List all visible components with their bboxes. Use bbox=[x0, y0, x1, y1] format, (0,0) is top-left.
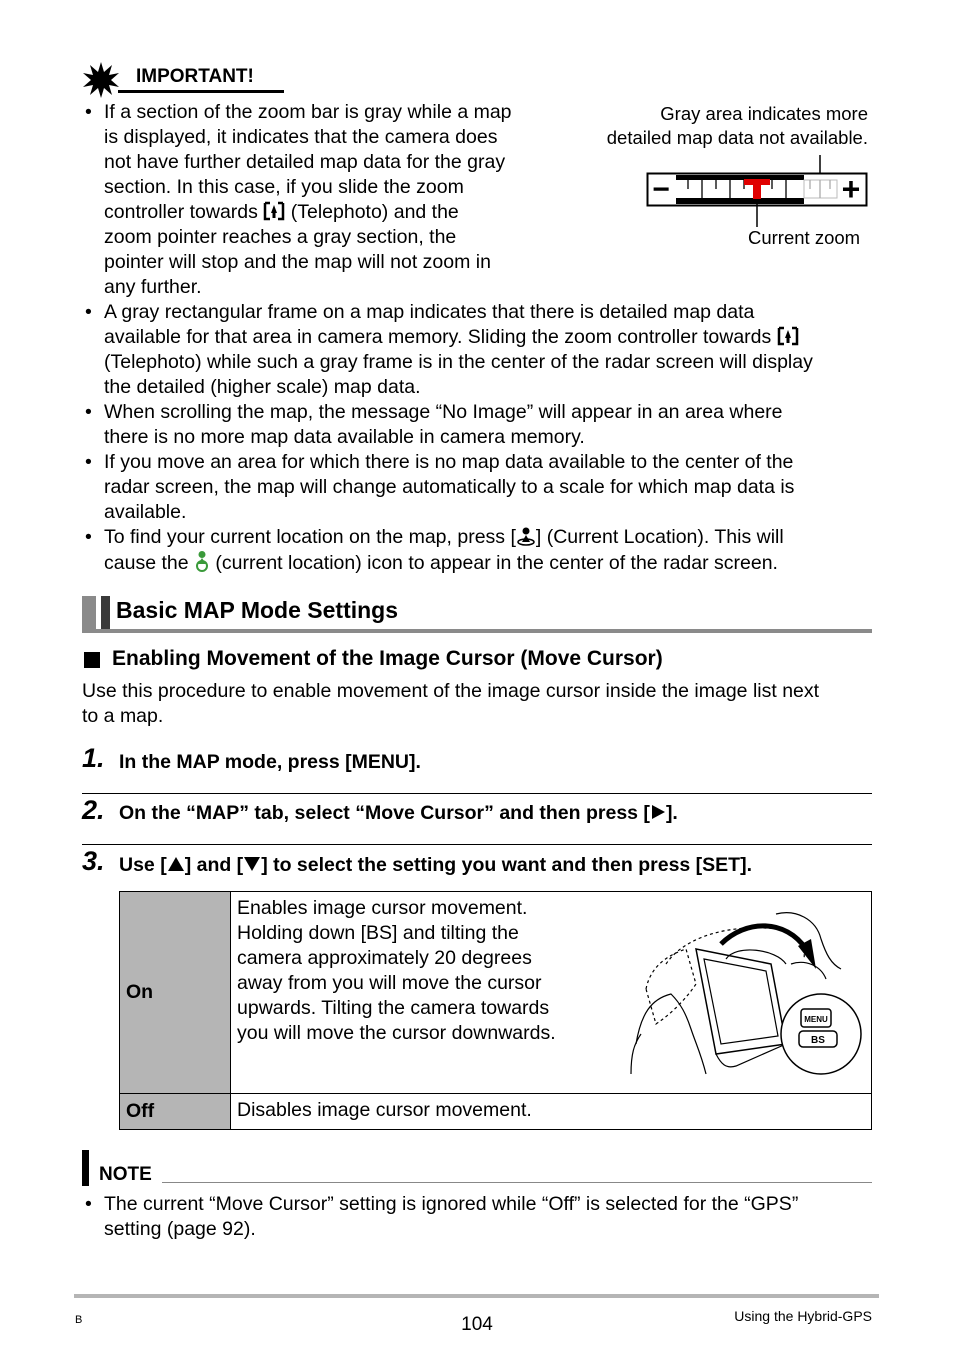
step-number: 3. bbox=[82, 846, 105, 876]
bullet-line: not have further detailed map data for the gray bbox=[104, 151, 506, 173]
bullet-line: • The current “Move Cursor” setting is ignored while “Off” is selected for the “GPS” bbox=[104, 1193, 799, 1215]
current-location-button-icon bbox=[516, 526, 536, 546]
camera-tilt-illustration bbox=[626, 904, 866, 1079]
bullet-line: the detailed (higher scale) map data. bbox=[104, 376, 421, 398]
footer-left-mark: B bbox=[75, 1314, 83, 1326]
list-item bbox=[82, 525, 882, 576]
step-divider bbox=[82, 844, 872, 845]
caption-line: Gray area indicates more bbox=[660, 103, 868, 124]
up-arrow-icon bbox=[167, 856, 185, 872]
description-line: away from you will move the cursor bbox=[237, 972, 542, 994]
description-line: Holding down [BS] and tilting the bbox=[237, 922, 519, 944]
bullet-line: setting (page 92). bbox=[104, 1218, 256, 1240]
current-zoom-red-marker bbox=[753, 185, 761, 199]
menu-button-icon: MENU bbox=[804, 1015, 828, 1024]
zoom-figure-caption bbox=[590, 102, 868, 150]
bullet-line: there is no more map data available in camera memory. bbox=[104, 426, 585, 448]
description-line: upwards. Tilting the camera towards bbox=[237, 997, 550, 1019]
bullet-line: section. In this case, if you slide the zoom bbox=[104, 176, 464, 198]
zoom-plus-icon: + bbox=[841, 171, 861, 207]
step-divider bbox=[82, 793, 872, 794]
step-number: 1. bbox=[82, 743, 105, 773]
list-item bbox=[82, 450, 882, 525]
footer-section-title: Using the Hybrid-GPS bbox=[734, 1308, 872, 1324]
current-zoom-red-bar bbox=[744, 179, 770, 185]
bullet-line: available for that area in camera memory. Sliding the zoom controller towards bbox=[104, 325, 882, 350]
step-number: 2. bbox=[82, 795, 105, 825]
setting-description bbox=[231, 892, 872, 1094]
step-text: Use [ ] and [ ] to select the setting you want and then press [SET]. bbox=[119, 854, 753, 876]
description-line: Enables image cursor movement. bbox=[237, 897, 528, 919]
zoom-minus-icon: − bbox=[652, 173, 670, 206]
section-heading-bar-inner bbox=[101, 596, 110, 632]
list-item bbox=[82, 1192, 882, 1242]
step-text: In the MAP mode, press [MENU]. bbox=[119, 751, 421, 773]
subheading-square-icon bbox=[84, 652, 100, 668]
bullet-line: controller towards (Telephoto) and the bbox=[104, 201, 459, 223]
bullet-line: zoom pointer reaches a gray section, the bbox=[104, 226, 457, 248]
intro-paragraph bbox=[82, 679, 882, 729]
zoom-bar-diagram bbox=[646, 155, 870, 230]
setting-description: Disables image cursor movement. bbox=[231, 1094, 872, 1130]
current-location-icon bbox=[194, 550, 210, 572]
bullet-line: (Telephoto) while such a gray frame is in the center of the radar screen will display bbox=[104, 351, 813, 373]
down-arrow-icon bbox=[243, 856, 261, 872]
bullet-line: • To find your current location on the map, press [ ] (Current Location). This will bbox=[104, 526, 784, 548]
bullet-line: cause the (current location) icon to appear in the center of the radar screen. bbox=[104, 552, 778, 574]
bullet-line: • If a section of the zoom bar is gray while a map bbox=[104, 101, 512, 123]
intro-line: Use this procedure to enable movement of the image cursor inside the image list next bbox=[82, 680, 820, 702]
note-rule bbox=[162, 1182, 872, 1183]
telephoto-icon bbox=[777, 326, 799, 346]
bullet-line: pointer will stop and the map will not zoom in bbox=[104, 251, 491, 273]
important-label: IMPORTANT! bbox=[136, 66, 254, 87]
note-bullet-list bbox=[82, 1192, 882, 1242]
section-title: Basic MAP Mode Settings bbox=[116, 597, 399, 623]
telephoto-icon bbox=[263, 201, 285, 221]
bullet-line: any further. bbox=[104, 276, 202, 298]
setting-key: Off bbox=[120, 1094, 231, 1130]
description-line: you will move the cursor downwards. bbox=[237, 1022, 556, 1044]
bs-button-icon: BS bbox=[811, 1035, 825, 1046]
zoom-bar-white-band bbox=[676, 180, 804, 198]
table-row bbox=[120, 892, 872, 1094]
note-label: NOTE bbox=[99, 1164, 152, 1185]
right-arrow-icon bbox=[650, 804, 666, 820]
page-number: 104 bbox=[461, 1314, 493, 1335]
step-text: On the “MAP” tab, select “Move Cursor” and then press [ ]. bbox=[119, 802, 678, 824]
bullet-line: radar screen, the map will change automatically to a scale for which map data is bbox=[104, 476, 795, 498]
list-item bbox=[82, 100, 552, 300]
table-row bbox=[120, 1094, 872, 1130]
list-item bbox=[82, 300, 882, 400]
important-bullet-list bbox=[82, 100, 552, 300]
footer-rule bbox=[74, 1294, 879, 1298]
important-underline bbox=[118, 90, 284, 93]
section-heading-underline bbox=[82, 629, 872, 633]
bullet-line: is displayed, it indicates that the camera does bbox=[104, 126, 498, 148]
current-zoom-label: Current zoom bbox=[748, 227, 861, 248]
important-bullet-list-continued bbox=[82, 300, 882, 576]
caption-line: detailed map data not available. bbox=[606, 127, 868, 148]
setting-key: On bbox=[120, 892, 231, 1094]
note-bar bbox=[82, 1150, 89, 1186]
bullet-line: • If you move an area for which there is no map data available to the center of the bbox=[104, 451, 794, 473]
intro-line: to a map. bbox=[82, 705, 164, 727]
settings-table bbox=[119, 891, 872, 1130]
description-line: camera approximately 20 degrees bbox=[237, 947, 532, 969]
setting-description-text bbox=[237, 896, 597, 1046]
bullet-line: • When scrolling the map, the message “No Image” will appear in an area where bbox=[104, 401, 783, 423]
list-item bbox=[82, 400, 882, 450]
bullet-line: • A gray rectangular frame on a map indicates that there is detailed map data bbox=[104, 301, 755, 323]
important-burst-icon bbox=[82, 62, 120, 98]
bullet-line: available. bbox=[104, 501, 187, 523]
subheading: Enabling Movement of the Image Cursor (Move Cursor) bbox=[112, 647, 663, 670]
section-heading-bar-outer bbox=[82, 596, 96, 632]
